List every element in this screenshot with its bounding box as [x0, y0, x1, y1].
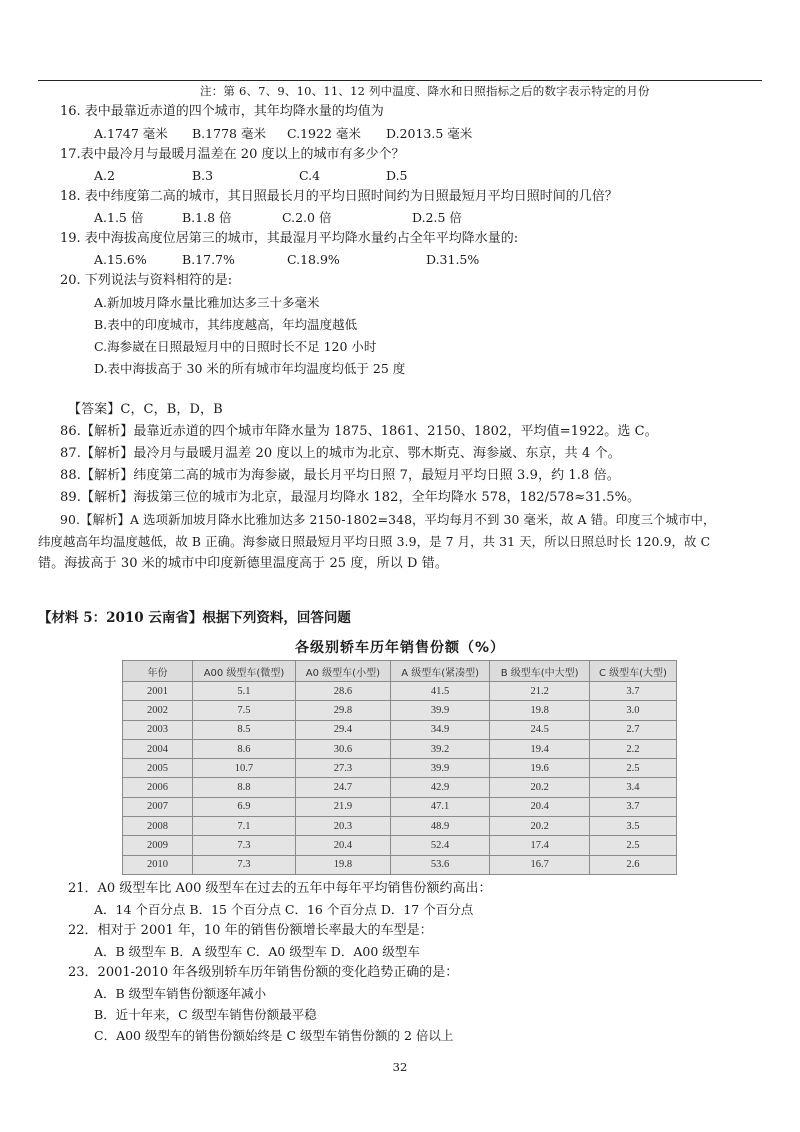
q22-options: A．B 级型车 B．A 级型车 C．A0 级型车 D．A00 级型车	[94, 944, 420, 959]
q18-option-b: B.1.8 倍	[182, 210, 232, 225]
q23-option-b: B．近十年来，C 级型车销售份额最平稳	[94, 1007, 317, 1022]
table-cell: 7.3	[193, 855, 296, 874]
table-cell: 41.5	[390, 682, 490, 701]
table-cell: 10.7	[193, 759, 296, 778]
table-cell: 19.8	[295, 855, 390, 874]
q17-option-a: A.2	[94, 168, 115, 183]
table-row	[123, 778, 677, 797]
table-cell: 24.5	[490, 720, 590, 739]
column-header: 年份	[123, 661, 193, 682]
q16-option-b: B.1778 毫米	[192, 126, 266, 141]
table-cell: 3.4	[589, 778, 676, 797]
table-row	[123, 817, 677, 836]
explanation-90-line2: 纬度越高年均温度越低，故 B 正确。海参崴日照最短月平均日照 3.9，是 7 月，共 31 天，所以日照总时长 120.9，故 C	[38, 534, 711, 549]
table-cell: 2001	[123, 682, 193, 701]
table-cell: 16.7	[490, 855, 590, 874]
table-cell: 30.6	[295, 739, 390, 758]
table-cell: 27.3	[295, 759, 390, 778]
explanation-90-line3: 错。海拔高于 30 米的城市中印度新德里温度高于 25 度，所以 D 错。	[38, 556, 449, 571]
q19-option-a: A.15.6%	[94, 252, 147, 267]
table-cell: 21.2	[490, 682, 590, 701]
table-cell: 2010	[123, 855, 193, 874]
table-cell: 2004	[123, 739, 193, 758]
table-cell: 2.5	[589, 836, 676, 855]
question-17: 17.表中最冷月与最暖月温差在 20 度以上的城市有多少个？	[60, 147, 405, 162]
q21-options: A．14 个百分点 B．15 个百分点 C．16 个百分点 D．17 个百分点	[94, 902, 474, 917]
table-cell: 2009	[123, 836, 193, 855]
table-row	[123, 720, 677, 739]
question-20: 20. 下列说法与资料相符的是:	[60, 273, 233, 288]
table-cell: 2.7	[589, 720, 676, 739]
explanation-90-line1: 90.【解析】A 选项新加坡月降水比雅加达多 2150-1802=348，平均每月不到 30 毫米，故 A 错。印度三个城市中，	[60, 512, 716, 527]
explanation-89: 89.【解析】海拔第三位的城市为北京，最湿月均降水 182，全年均降水 578，182/578≈31.5%。	[60, 490, 641, 505]
table-cell: 28.6	[295, 682, 390, 701]
table-cell: 24.7	[295, 778, 390, 797]
q17-option-c: C.4	[299, 168, 321, 183]
column-header: B 级型车(中大型)	[490, 661, 590, 682]
table-cell: 2008	[123, 817, 193, 836]
table-row	[123, 836, 677, 855]
table-cell: 29.8	[295, 701, 390, 720]
table-cell: 39.2	[390, 739, 490, 758]
q23-option-c: C．A00 级型车的销售份额始终是 C 级型车销售份额的 2 倍以上	[94, 1028, 454, 1043]
question-23: 23．2001-2010 年各级别轿车历年销售份额的变化趋势正确的是：	[68, 965, 459, 980]
table-cell: 2006	[123, 778, 193, 797]
column-header: A00 级型车(微型)	[193, 661, 296, 682]
table-cell: 20.4	[295, 836, 390, 855]
q16-option-d: D.2013.5 毫米	[386, 126, 473, 141]
table-cell: 2.2	[589, 739, 676, 758]
table-cell: 19.8	[490, 701, 590, 720]
table-cell: 7.5	[193, 701, 296, 720]
table-cell: 3.0	[589, 701, 676, 720]
table-header-row	[123, 661, 677, 682]
explanation-86: 86.【解析】最靠近赤道的四个城市年降水量为 1875、1861、2150、1802，平均值=1922。选 C。	[60, 424, 658, 439]
table-row	[123, 855, 677, 874]
table-cell: 6.9	[193, 797, 296, 816]
answer-key: 【答案】C，C，B，D，B	[68, 402, 223, 417]
table-cell: 8.6	[193, 739, 296, 758]
q20-option-c: C.海参崴在日照最短月中的日照时长不足 120 小时	[94, 339, 377, 354]
table-cell: 17.4	[490, 836, 590, 855]
table-note: 注：第 6、7、9、10、11、12 列中温度、降水和日照指标之后的数字表示特定的月份	[200, 84, 650, 98]
table-cell: 8.5	[193, 720, 296, 739]
table-cell: 19.4	[490, 739, 590, 758]
question-16: 16. 表中最靠近赤道的四个城市，其年均降水量的均值为	[60, 104, 384, 119]
q20-option-a: A.新加坡月降水量比雅加达多三十多毫米	[94, 295, 320, 310]
table-cell: 42.9	[390, 778, 490, 797]
page-number: 32	[392, 1060, 408, 1074]
table-cell: 2005	[123, 759, 193, 778]
question-21: 21．A0 级型车比 A00 级型车在过去的五年中每年平均销售份额约高出：	[68, 881, 492, 896]
q17-option-d: D.5	[386, 168, 408, 183]
q16-option-c: C.1922 毫米	[287, 126, 361, 141]
explanation-88: 88.【解析】纬度第二高的城市为海参崴，最长月平均日照 7，最短月平均日照 3.9，约 1.8 倍。	[60, 468, 620, 483]
table-cell: 29.4	[295, 720, 390, 739]
table-cell: 21.9	[295, 797, 390, 816]
q20-option-b: B.表中的印度城市，其纬度越高，年均温度越低	[94, 317, 358, 332]
table-cell: 3.7	[589, 797, 676, 816]
sales-share-table	[122, 660, 677, 875]
table-cell: 2002	[123, 701, 193, 720]
table-cell: 3.5	[589, 817, 676, 836]
table-cell: 2007	[123, 797, 193, 816]
q19-option-b: B.17.7%	[182, 252, 235, 267]
q18-option-a: A.1.5 倍	[94, 210, 144, 225]
table-cell: 3.7	[589, 682, 676, 701]
table-row	[123, 682, 677, 701]
q17-option-b: B.3	[192, 168, 214, 183]
table-cell: 19.6	[490, 759, 590, 778]
q18-option-d: D.2.5 倍	[412, 210, 462, 225]
q19-option-c: C.18.9%	[287, 252, 340, 267]
q20-option-d: D.表中海拔高于 30 米的所有城市年均温度均低于 25 度	[94, 361, 406, 376]
table-cell: 20.3	[295, 817, 390, 836]
question-19: 19. 表中海拔高度位居第三的城市，其最湿月平均降水量约占全年平均降水量的:	[60, 231, 519, 246]
q16-option-a: A.1747 毫米	[94, 126, 168, 141]
table-cell: 2003	[123, 720, 193, 739]
table-cell: 39.9	[390, 759, 490, 778]
q18-option-c: C.2.0 倍	[282, 210, 332, 225]
question-18: 18. 表中纬度第二高的城市，其日照最长月的平均日照时间约为日照最短月平均日照时间的几倍？	[60, 189, 618, 204]
table-cell: 52.4	[390, 836, 490, 855]
table-cell: 2.5	[589, 759, 676, 778]
table-cell: 20.2	[490, 778, 590, 797]
table-cell: 20.2	[490, 817, 590, 836]
question-22: 22．相对于 2001 年，10 年的销售份额增长率最大的车型是：	[68, 923, 433, 938]
column-header: C 级型车(大型)	[589, 661, 676, 682]
table-cell: 20.4	[490, 797, 590, 816]
table-cell: 7.1	[193, 817, 296, 836]
table-title: 各级别轿车历年销售份额（%）	[294, 640, 506, 656]
column-header: A0 级型车(小型)	[295, 661, 390, 682]
q19-option-d: D.31.5%	[426, 252, 480, 267]
table-cell: 47.1	[390, 797, 490, 816]
table-cell: 2.6	[589, 855, 676, 874]
header-rule	[38, 80, 762, 81]
material-title: 【材料 5：2010 云南省】根据下列资料，回答问题	[38, 610, 351, 626]
q23-option-a: A．B 级型车销售份额逐年减小	[94, 986, 267, 1001]
table-cell: 7.3	[193, 836, 296, 855]
table-row	[123, 701, 677, 720]
explanation-87: 87.【解析】最冷月与最暖月温差 20 度以上的城市为北京、鄂木斯克、海参崴、东京，共 4 个。	[60, 446, 621, 461]
table-cell: 53.6	[390, 855, 490, 874]
table-cell: 34.9	[390, 720, 490, 739]
column-header: A 级型车(紧凑型)	[390, 661, 490, 682]
table-cell: 48.9	[390, 817, 490, 836]
table-cell: 8.8	[193, 778, 296, 797]
table-cell: 39.9	[390, 701, 490, 720]
table-row	[123, 797, 677, 816]
table-row	[123, 759, 677, 778]
table-row	[123, 739, 677, 758]
table-cell: 5.1	[193, 682, 296, 701]
